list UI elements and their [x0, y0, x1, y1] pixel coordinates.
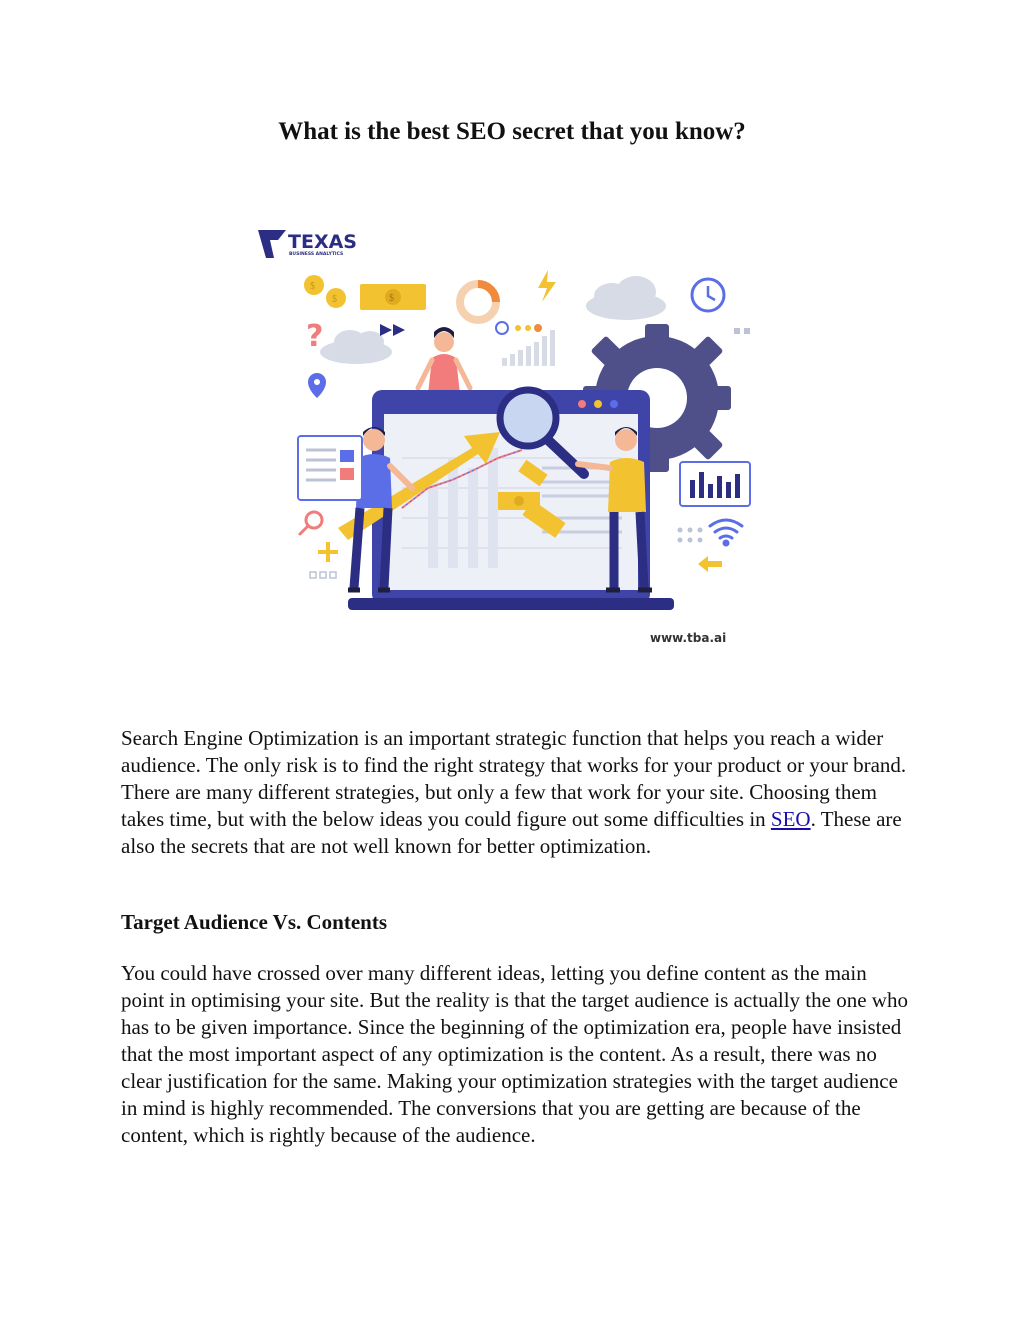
arrow-left-icon [698, 556, 722, 572]
question-mark-icon: ? [306, 319, 324, 354]
coin-stack-icon [304, 275, 346, 308]
bar-chart-panel-icon [680, 462, 750, 506]
intro-text-after: . These are also the secrets that are not well known for better optimization. [121, 807, 902, 858]
dots-icon [310, 572, 336, 578]
donut-chart-icon [460, 284, 496, 320]
clock-icon [692, 279, 724, 311]
woman-figure [418, 327, 470, 394]
ring-icon [496, 322, 508, 334]
intro-text-before: Search Engine Optimization is an important strategic function that helps you reach a wider audience. The only risk is to find the right strategy that works for your product or your brand. There are many different strategies, but only a few that work for your site. Choosing them takes time, but with the below ideas you could figure out some difficulties in [121, 726, 907, 831]
dots-icon [678, 528, 703, 543]
intro-paragraph [121, 725, 911, 860]
section-heading: Target Audience Vs. Contents [121, 910, 388, 934]
search-icon [300, 512, 322, 534]
dots-icon [734, 328, 750, 334]
section-paragraph: You could have crossed over many different ideas, letting you define content as the main point in optimising your site. But the reality is that the target audience is actually the one who has to be given importance. Since the beginning of the optimization era, people have insisted that the most important aspect of any optimization is the content. As a result, there was no clear justification for the same. Making your optimization strategies with the target audience in mind is highly recommended. The conversions that you are getting are because of the content, which is rightly because of the audience. [121, 961, 908, 1147]
plus-icon [318, 542, 338, 562]
seo-illustration [252, 218, 762, 658]
page-title: What is the best SEO secret that you know? [278, 118, 746, 145]
growth-chart-icon [502, 330, 555, 366]
texas-logo [258, 230, 357, 258]
dots-icon [515, 324, 542, 332]
document-panel-icon [298, 436, 362, 500]
svg-text:$: $ [389, 293, 394, 304]
svg-text:$: $ [332, 294, 337, 305]
location-pin-icon [308, 373, 326, 398]
logo-mark-icon [258, 230, 286, 258]
logo-subtitle: BUSINESS ANALYTICS [289, 252, 344, 257]
lightning-icon [538, 270, 556, 302]
fast-forward-icon [380, 324, 405, 336]
seo-link[interactable]: SEO [770, 807, 811, 831]
site-url: www.tba.ai [650, 631, 727, 645]
wifi-icon [710, 520, 742, 545]
logo-word: TEXAS [288, 231, 357, 253]
banknote-icon [360, 284, 426, 310]
svg-text:$: $ [310, 281, 315, 292]
cloud-icon [586, 276, 666, 320]
